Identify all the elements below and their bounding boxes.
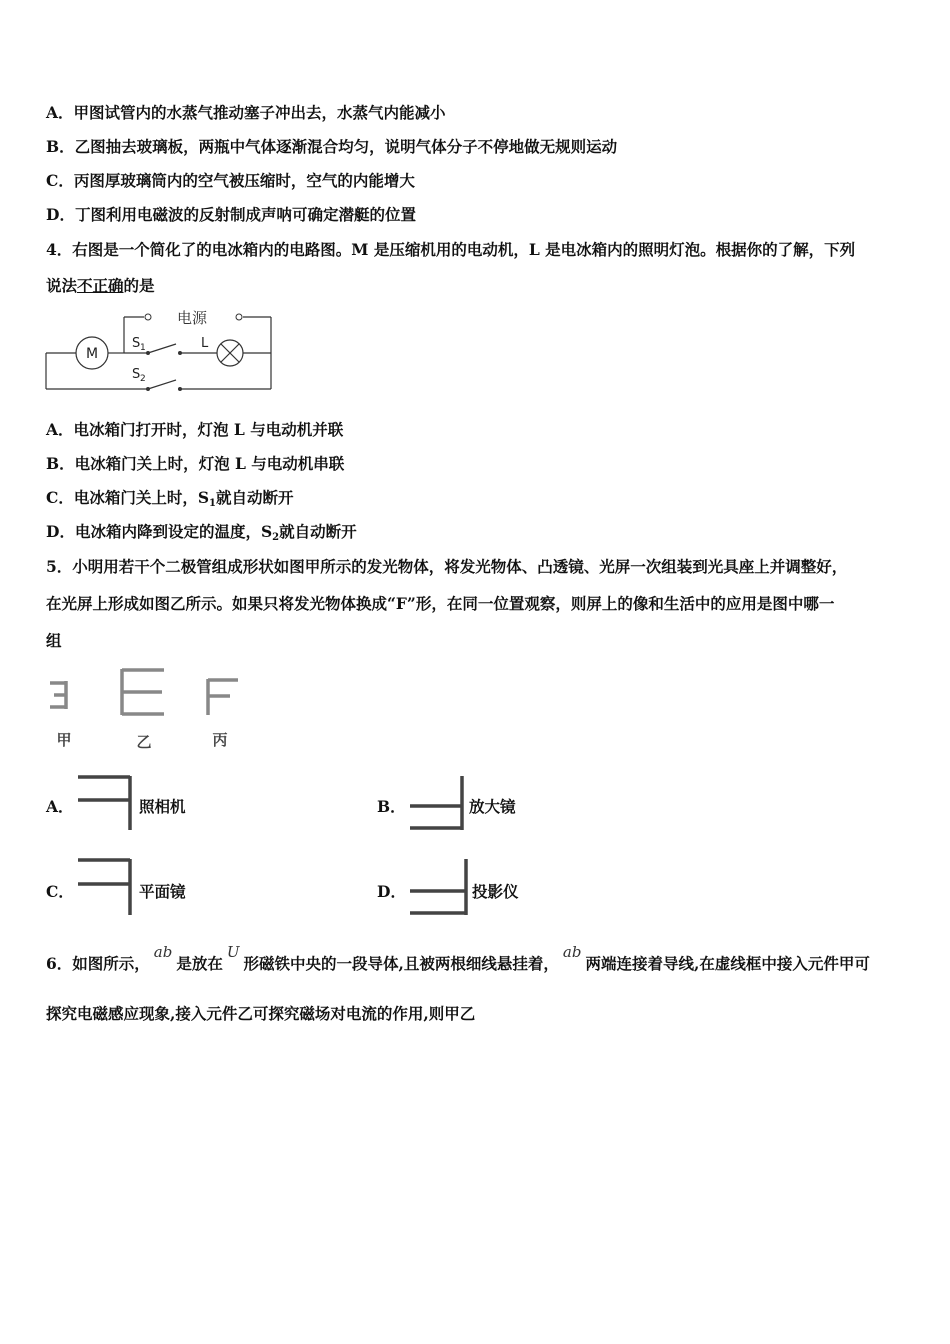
q3-option-c: C．丙图厚玻璃筒内的空气被压缩时，空气的内能增大 bbox=[46, 171, 415, 190]
q3-option-d: D．丁图利用电磁波的反射制成声呐可确定潜艇的位置 bbox=[46, 205, 416, 224]
q5-option-a-image bbox=[74, 770, 138, 834]
q5-option-a-text: 照相机 bbox=[139, 797, 186, 816]
q5-stem-line1: 5．小明用若干个二极管组成形状如图甲所示的发光物体，将发光物体、凸透镜、光屏一次组装到光具座上并调整好， bbox=[46, 557, 848, 576]
shape-bing bbox=[208, 679, 238, 715]
q6-var-u: U bbox=[226, 943, 240, 961]
q4-option-d-text: D．电冰箱内降到设定的温度，S bbox=[46, 522, 273, 541]
q6-var-ab: ab bbox=[153, 943, 173, 961]
q6-line2: 探究电磁感应现象,接入元件乙可探究磁场对电流的作用,则甲乙 bbox=[46, 1004, 476, 1023]
lamp-label: L bbox=[201, 336, 209, 351]
q4-stem-line1: 4．右图是一个简化了的电冰箱内的电路图。M 是压缩机用的电动机，L 是电冰箱内的照明灯泡。根据你的了解，下列 bbox=[46, 240, 856, 259]
q6-part2: 是放在 bbox=[176, 954, 223, 973]
q5-option-a-letter: A． bbox=[46, 797, 74, 816]
s2-sub: 2 bbox=[140, 374, 146, 384]
q5-option-d-text: 投影仪 bbox=[472, 882, 519, 901]
q4-option-c bbox=[46, 488, 294, 514]
q6-part3: 形磁铁中央的一段导体,且被两根细线悬挂着， bbox=[243, 954, 559, 973]
q4-stem-suffix: 的是 bbox=[123, 276, 155, 295]
q5-option-d-image bbox=[404, 853, 472, 919]
q5-option-d-letter: D． bbox=[377, 882, 406, 901]
q6-part1: 6．如图所示， bbox=[46, 954, 150, 973]
q4-option-d-suffix: 就自动断开 bbox=[279, 522, 357, 541]
s1-sub: 1 bbox=[140, 343, 146, 353]
label-jia: 甲 bbox=[56, 731, 72, 749]
q4-option-c-sub: 1 bbox=[209, 498, 216, 509]
q6-var-ab2: ab bbox=[562, 943, 582, 961]
q4-option-c-text: C．电冰箱门关上时，S bbox=[46, 488, 210, 507]
q4-stem-underlined: 不正确 bbox=[77, 276, 124, 295]
q4-option-b: B．电冰箱门关上时，灯泡 L 与电动机串联 bbox=[46, 454, 345, 473]
q5-option-b-letter: B． bbox=[377, 797, 406, 816]
q5-option-c-letter: C． bbox=[46, 882, 74, 901]
q5-option-b-image bbox=[404, 770, 468, 834]
motor-label: M bbox=[85, 346, 99, 362]
q4-stem-line2 bbox=[46, 276, 155, 296]
power-terminal-right bbox=[236, 314, 242, 320]
q3-option-b: B．乙图抽去玻璃板，两瓶中气体逐渐混合均匀，说明气体分子不停地做无规则运动 bbox=[46, 137, 618, 156]
shape-jia bbox=[50, 681, 66, 709]
q5-stem-line3: 组 bbox=[46, 631, 62, 650]
q4-option-c-suffix: 就自动断开 bbox=[216, 488, 294, 507]
q4-option-d-sub: 2 bbox=[272, 532, 280, 543]
label-bing: 丙 bbox=[212, 731, 228, 749]
q5-option-b-text: 放大镜 bbox=[469, 797, 516, 816]
led-shapes-figure bbox=[44, 665, 254, 755]
q4-option-d bbox=[46, 522, 357, 548]
s1-label: S bbox=[132, 336, 141, 351]
shape-yi bbox=[122, 669, 164, 715]
q4-stem-prefix: 说法 bbox=[46, 276, 78, 295]
s2-label: S bbox=[132, 367, 141, 382]
q5-stem-line2: 在光屏上形成如图乙所示。如果只将发光物体换成“F”形，在同一位置观察，则屏上的像和生活中的应用是图中哪一 bbox=[46, 594, 835, 613]
power-terminal-left bbox=[145, 314, 151, 320]
q6-part4: 两端连接着导线,在虚线框中接入元件甲可 bbox=[585, 954, 870, 973]
q5-option-c-image bbox=[74, 853, 138, 919]
q4-option-a: A．电冰箱门打开时，灯泡 L 与电动机并联 bbox=[46, 420, 344, 439]
q5-option-c-text: 平面镜 bbox=[139, 882, 186, 901]
q6-line1 bbox=[46, 943, 870, 974]
power-label: 电源 bbox=[177, 309, 208, 327]
circuit-diagram bbox=[40, 305, 280, 395]
q3-option-a: A．甲图试管内的水蒸气推动塞子冲出去，水蒸气内能减小 bbox=[46, 103, 446, 122]
label-yi: 乙 bbox=[136, 733, 152, 751]
